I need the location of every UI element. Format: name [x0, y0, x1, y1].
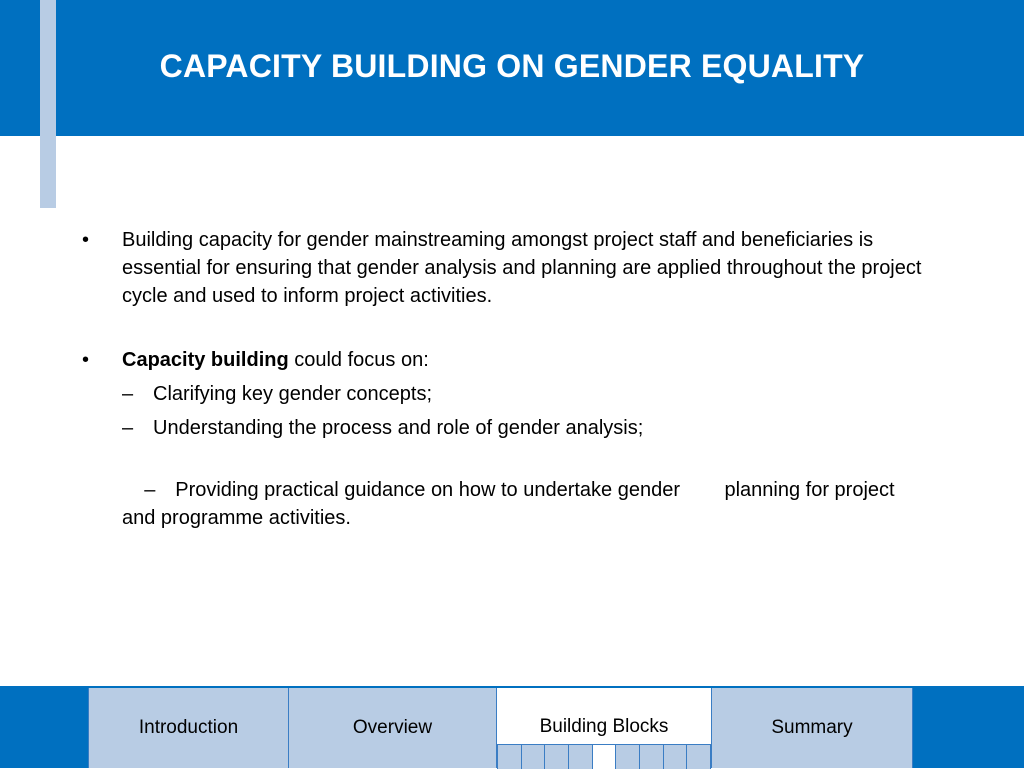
nav-tab-overview[interactable] — [288, 688, 497, 768]
nav-tab-label: Summary — [771, 717, 853, 738]
bullet-item — [82, 226, 922, 310]
slide-title: CAPACITY BUILDING ON GENDER EQUALITY — [159, 48, 865, 84]
nav-tab-label: Overview — [352, 717, 433, 738]
nav-tab-summary[interactable] — [711, 688, 913, 768]
bullet-icon: • — [82, 229, 90, 251]
progress-cell[interactable] — [687, 745, 711, 769]
sub-item — [82, 380, 922, 408]
progress-cell[interactable] — [569, 745, 593, 769]
sub-item-text: Providing practical guidance on how to undertake gender planning for project and programme activities. — [122, 479, 901, 529]
dash-icon: – — [144, 479, 156, 501]
progress-cell[interactable] — [497, 745, 522, 769]
progress-cell[interactable] — [545, 745, 569, 769]
progress-cell[interactable] — [522, 745, 546, 769]
sub-item — [82, 448, 922, 560]
sub-item-text: Clarifying key gender concepts; — [153, 383, 433, 405]
accent-bar — [40, 0, 56, 208]
slide-body — [82, 226, 922, 560]
sub-item-text: Understanding the process and role of gender analysis; — [153, 417, 644, 439]
bullet-item — [82, 346, 922, 374]
nav-tab-introduction[interactable] — [88, 688, 289, 768]
progress-cell-active[interactable] — [593, 745, 617, 769]
progress-subgrid — [497, 744, 711, 768]
bullet-icon: • — [82, 349, 90, 371]
nav-tab-label: Introduction — [138, 717, 239, 738]
dash-icon: – — [122, 383, 134, 405]
dash-icon: – — [122, 417, 134, 439]
sub-item — [82, 414, 922, 442]
bullet-text: Building capacity for gender mainstreaming amongst project staff and beneficiaries is essential for ensuring that gender analysis and planning are applied throughout the project cycle and used to inform project activities. — [122, 229, 922, 307]
nav-tab-label: Building Blocks — [539, 716, 669, 737]
bullet-bold-text: Capacity building — [122, 349, 289, 371]
progress-cell[interactable] — [640, 745, 664, 769]
progress-cell[interactable] — [664, 745, 688, 769]
progress-cell[interactable] — [616, 745, 640, 769]
bullet-text: could focus on: — [288, 349, 429, 371]
